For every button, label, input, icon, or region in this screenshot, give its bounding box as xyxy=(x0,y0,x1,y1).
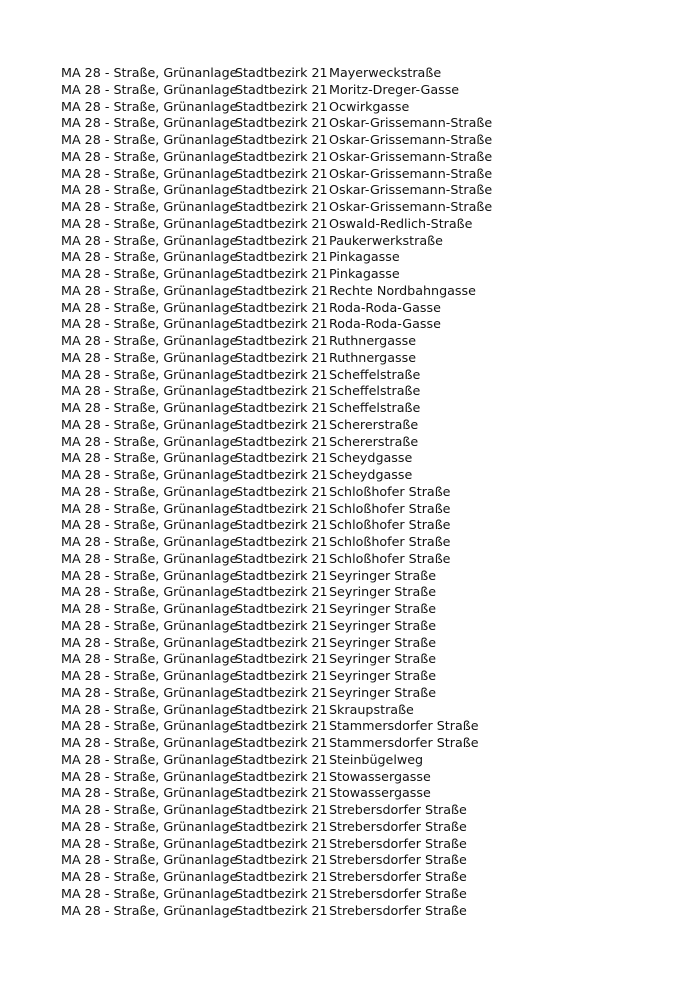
street-cell: Pinkagasse xyxy=(329,266,400,281)
department-cell: MA 28 - Straße, Grünanlage xyxy=(61,148,238,164)
district-cell: Stadtbezirk 21 xyxy=(235,634,328,650)
district-cell: Stadtbezirk 21 xyxy=(235,785,328,801)
department-cell: MA 28 - Straße, Grünanlage xyxy=(61,869,238,884)
table-row xyxy=(61,350,579,367)
district-cell: Stadtbezirk 21 xyxy=(235,349,328,365)
table-row xyxy=(61,484,579,501)
street-cell: Schererstraße xyxy=(329,416,419,432)
department-cell: MA 28 - Straße, Grünanlage xyxy=(61,668,238,683)
street-cell: Stammersdorfer Straße xyxy=(329,735,479,750)
street-cell: Ruthnergasse xyxy=(329,333,416,348)
street-cell: Oskar-Grissemann-Straße xyxy=(329,148,493,164)
department-cell: MA 28 - Straße, Grünanlage xyxy=(61,684,238,700)
district-cell: Stadtbezirk 21 xyxy=(235,751,328,767)
table-row xyxy=(61,568,579,585)
street-cell: Schloßhofer Straße xyxy=(329,483,451,499)
table-row xyxy=(61,199,579,216)
district-cell: Stadtbezirk 21 xyxy=(235,182,328,198)
department-cell: MA 28 - Straße, Grünanlage xyxy=(61,165,238,181)
department-cell: MA 28 - Straße, Grünanlage xyxy=(61,885,238,901)
table-row xyxy=(61,551,579,568)
district-cell: Stadtbezirk 21 xyxy=(235,550,328,566)
street-cell: Strebersdorfer Straße xyxy=(329,818,467,834)
district-cell: Stadtbezirk 21 xyxy=(235,115,328,131)
department-cell: MA 28 - Straße, Grünanlage xyxy=(61,802,238,817)
department-cell: MA 28 - Straße, Grünanlage xyxy=(61,567,238,583)
street-cell: Stowassergasse xyxy=(329,768,431,784)
department-cell: MA 28 - Straße, Grünanlage xyxy=(61,701,238,717)
district-cell: Stadtbezirk 21 xyxy=(235,366,328,382)
street-cell: Rechte Nordbahngasse xyxy=(329,282,476,298)
district-cell: Stadtbezirk 21 xyxy=(235,651,328,667)
table-row xyxy=(61,501,579,518)
department-cell: MA 28 - Straße, Grünanlage xyxy=(61,115,238,131)
street-cell: Seyringer Straße xyxy=(329,651,437,667)
district-cell: Stadtbezirk 21 xyxy=(235,215,328,231)
department-cell: MA 28 - Straße, Grünanlage xyxy=(61,785,238,801)
district-cell: Stadtbezirk 21 xyxy=(235,818,328,834)
department-cell: MA 28 - Straße, Grünanlage xyxy=(61,215,238,231)
department-cell: MA 28 - Straße, Grünanlage xyxy=(61,751,238,767)
table-row xyxy=(61,434,579,451)
district-cell: Stadtbezirk 21 xyxy=(235,668,328,683)
district-cell: Stadtbezirk 21 xyxy=(235,835,328,851)
district-cell: Stadtbezirk 21 xyxy=(235,517,328,533)
street-cell: Seyringer Straße xyxy=(329,684,437,700)
district-cell: Stadtbezirk 21 xyxy=(235,584,328,600)
street-cell: Roda-Roda-Gasse xyxy=(329,316,441,332)
street-cell: Scheydgasse xyxy=(329,450,413,466)
department-cell: MA 28 - Straße, Grünanlage xyxy=(61,383,238,399)
district-cell: Stadtbezirk 21 xyxy=(235,701,328,717)
table-row xyxy=(61,450,579,467)
table-row xyxy=(61,400,579,417)
street-cell: Strebersdorfer Straße xyxy=(329,835,467,851)
table-row xyxy=(61,467,579,484)
department-cell: MA 28 - Straße, Grünanlage xyxy=(61,835,238,851)
street-cell: Seyringer Straße xyxy=(329,584,437,600)
district-cell: Stadtbezirk 21 xyxy=(235,400,328,415)
street-cell: Steinbügelweg xyxy=(329,751,424,767)
table-row xyxy=(61,819,579,836)
department-cell: MA 28 - Straße, Grünanlage xyxy=(61,818,238,834)
department-cell: MA 28 - Straße, Grünanlage xyxy=(61,416,238,432)
district-cell: Stadtbezirk 21 xyxy=(235,768,328,784)
district-cell: Stadtbezirk 21 xyxy=(235,467,328,482)
table-row xyxy=(61,266,579,283)
street-cell: Scheydgasse xyxy=(329,467,413,482)
table-row xyxy=(61,517,579,534)
table-row xyxy=(61,869,579,886)
table-row xyxy=(61,233,579,250)
street-cell: Stammersdorfer Straße xyxy=(329,718,479,734)
street-cell: Scheffelstraße xyxy=(329,366,421,382)
district-cell: Stadtbezirk 21 xyxy=(235,316,328,332)
table-row xyxy=(61,702,579,719)
department-cell: MA 28 - Straße, Grünanlage xyxy=(61,902,238,918)
street-cell: Moritz-Dreger-Gasse xyxy=(329,81,460,97)
table-row xyxy=(61,132,579,149)
street-cell: Scheffelstraße xyxy=(329,400,421,415)
district-cell: Stadtbezirk 21 xyxy=(235,81,328,97)
district-cell: Stadtbezirk 21 xyxy=(235,852,328,868)
district-cell: Stadtbezirk 21 xyxy=(235,299,328,315)
department-cell: MA 28 - Straße, Grünanlage xyxy=(61,333,238,348)
street-cell: Ocwirkgasse xyxy=(329,98,410,114)
street-cell: Schloßhofer Straße xyxy=(329,517,451,533)
table-row xyxy=(61,383,579,400)
district-cell: Stadtbezirk 21 xyxy=(235,199,328,214)
district-cell: Stadtbezirk 21 xyxy=(235,165,328,181)
district-cell: Stadtbezirk 21 xyxy=(235,266,328,281)
department-cell: MA 28 - Straße, Grünanlage xyxy=(61,534,238,549)
table-row xyxy=(61,584,579,601)
street-cell: Mayerweckstraße xyxy=(329,65,442,80)
table-row xyxy=(61,718,579,735)
table-row xyxy=(61,685,579,702)
table-row xyxy=(61,601,579,618)
district-cell: Stadtbezirk 21 xyxy=(235,869,328,884)
department-cell: MA 28 - Straße, Grünanlage xyxy=(61,768,238,784)
department-cell: MA 28 - Straße, Grünanlage xyxy=(61,249,238,265)
table-row xyxy=(61,752,579,769)
department-cell: MA 28 - Straße, Grünanlage xyxy=(61,500,238,516)
table-row xyxy=(61,635,579,652)
district-cell: Stadtbezirk 21 xyxy=(235,885,328,901)
street-cell: Strebersdorfer Straße xyxy=(329,885,467,901)
department-cell: MA 28 - Straße, Grünanlage xyxy=(61,550,238,566)
street-cell: Seyringer Straße xyxy=(329,634,437,650)
street-cell: Seyringer Straße xyxy=(329,617,437,633)
table-row xyxy=(61,668,579,685)
table-row xyxy=(61,618,579,635)
street-cell: Skraupstraße xyxy=(329,701,414,717)
district-cell: Stadtbezirk 21 xyxy=(235,902,328,918)
district-cell: Stadtbezirk 21 xyxy=(235,416,328,432)
district-cell: Stadtbezirk 21 xyxy=(235,483,328,499)
department-cell: MA 28 - Straße, Grünanlage xyxy=(61,400,238,415)
street-cell: Schererstraße xyxy=(329,433,419,449)
district-cell: Stadtbezirk 21 xyxy=(235,333,328,348)
district-cell: Stadtbezirk 21 xyxy=(235,232,328,248)
street-cell: Schloßhofer Straße xyxy=(329,550,451,566)
street-cell: Oswald-Redlich-Straße xyxy=(329,215,473,231)
street-cell: Paukerwerkstraße xyxy=(329,232,443,248)
district-cell: Stadtbezirk 21 xyxy=(235,132,328,147)
department-cell: MA 28 - Straße, Grünanlage xyxy=(61,81,238,97)
table-row xyxy=(61,333,579,350)
department-cell: MA 28 - Straße, Grünanlage xyxy=(61,232,238,248)
street-cell: Schloßhofer Straße xyxy=(329,534,451,549)
department-cell: MA 28 - Straße, Grünanlage xyxy=(61,199,238,214)
street-cell: Oskar-Grissemann-Straße xyxy=(329,132,493,147)
street-cell: Oskar-Grissemann-Straße xyxy=(329,115,493,131)
table-row xyxy=(61,852,579,869)
table-row xyxy=(61,735,579,752)
district-cell: Stadtbezirk 21 xyxy=(235,684,328,700)
street-cell: Seyringer Straße xyxy=(329,668,437,683)
table-row xyxy=(61,65,579,82)
district-cell: Stadtbezirk 21 xyxy=(235,282,328,298)
street-cell: Strebersdorfer Straße xyxy=(329,852,467,868)
department-cell: MA 28 - Straße, Grünanlage xyxy=(61,718,238,734)
department-cell: MA 28 - Straße, Grünanlage xyxy=(61,349,238,365)
department-cell: MA 28 - Straße, Grünanlage xyxy=(61,852,238,868)
street-cell: Roda-Roda-Gasse xyxy=(329,299,441,315)
street-cell: Oskar-Grissemann-Straße xyxy=(329,182,493,198)
street-cell: Seyringer Straße xyxy=(329,567,437,583)
department-cell: MA 28 - Straße, Grünanlage xyxy=(61,467,238,482)
table-row xyxy=(61,836,579,853)
department-cell: MA 28 - Straße, Grünanlage xyxy=(61,517,238,533)
district-cell: Stadtbezirk 21 xyxy=(235,383,328,399)
department-cell: MA 28 - Straße, Grünanlage xyxy=(61,450,238,466)
district-cell: Stadtbezirk 21 xyxy=(235,433,328,449)
street-list-table xyxy=(61,65,579,919)
street-cell: Strebersdorfer Straße xyxy=(329,802,467,817)
table-row xyxy=(61,534,579,551)
table-row xyxy=(61,99,579,116)
district-cell: Stadtbezirk 21 xyxy=(235,601,328,616)
table-row xyxy=(61,769,579,786)
district-cell: Stadtbezirk 21 xyxy=(235,802,328,817)
department-cell: MA 28 - Straße, Grünanlage xyxy=(61,299,238,315)
department-cell: MA 28 - Straße, Grünanlage xyxy=(61,651,238,667)
department-cell: MA 28 - Straße, Grünanlage xyxy=(61,433,238,449)
street-cell: Oskar-Grissemann-Straße xyxy=(329,199,493,214)
street-cell: Oskar-Grissemann-Straße xyxy=(329,165,493,181)
district-cell: Stadtbezirk 21 xyxy=(235,534,328,549)
table-row xyxy=(61,886,579,903)
street-cell: Strebersdorfer Straße xyxy=(329,902,467,918)
department-cell: MA 28 - Straße, Grünanlage xyxy=(61,65,238,80)
table-row xyxy=(61,802,579,819)
department-cell: MA 28 - Straße, Grünanlage xyxy=(61,182,238,198)
district-cell: Stadtbezirk 21 xyxy=(235,718,328,734)
street-cell: Ruthnergasse xyxy=(329,349,416,365)
street-cell: Schloßhofer Straße xyxy=(329,500,451,516)
district-cell: Stadtbezirk 21 xyxy=(235,249,328,265)
table-row xyxy=(61,249,579,266)
street-cell: Strebersdorfer Straße xyxy=(329,869,467,884)
table-row xyxy=(61,785,579,802)
table-row xyxy=(61,316,579,333)
table-row xyxy=(61,283,579,300)
department-cell: MA 28 - Straße, Grünanlage xyxy=(61,601,238,616)
department-cell: MA 28 - Straße, Grünanlage xyxy=(61,282,238,298)
table-row xyxy=(61,903,579,920)
table-row xyxy=(61,115,579,132)
table-row xyxy=(61,367,579,384)
table-row xyxy=(61,149,579,166)
table-row xyxy=(61,651,579,668)
street-cell: Pinkagasse xyxy=(329,249,400,265)
table-row xyxy=(61,216,579,233)
district-cell: Stadtbezirk 21 xyxy=(235,617,328,633)
district-cell: Stadtbezirk 21 xyxy=(235,148,328,164)
table-row xyxy=(61,417,579,434)
district-cell: Stadtbezirk 21 xyxy=(235,98,328,114)
district-cell: Stadtbezirk 21 xyxy=(235,567,328,583)
department-cell: MA 28 - Straße, Grünanlage xyxy=(61,584,238,600)
table-row xyxy=(61,82,579,99)
department-cell: MA 28 - Straße, Grünanlage xyxy=(61,366,238,382)
department-cell: MA 28 - Straße, Grünanlage xyxy=(61,634,238,650)
department-cell: MA 28 - Straße, Grünanlage xyxy=(61,617,238,633)
department-cell: MA 28 - Straße, Grünanlage xyxy=(61,483,238,499)
table-row xyxy=(61,182,579,199)
street-cell: Scheffelstraße xyxy=(329,383,421,399)
table-row xyxy=(61,166,579,183)
department-cell: MA 28 - Straße, Grünanlage xyxy=(61,132,238,147)
district-cell: Stadtbezirk 21 xyxy=(235,500,328,516)
district-cell: Stadtbezirk 21 xyxy=(235,735,328,750)
department-cell: MA 28 - Straße, Grünanlage xyxy=(61,98,238,114)
district-cell: Stadtbezirk 21 xyxy=(235,450,328,466)
department-cell: MA 28 - Straße, Grünanlage xyxy=(61,266,238,281)
department-cell: MA 28 - Straße, Grünanlage xyxy=(61,316,238,332)
street-cell: Seyringer Straße xyxy=(329,601,437,616)
district-cell: Stadtbezirk 21 xyxy=(235,65,328,80)
department-cell: MA 28 - Straße, Grünanlage xyxy=(61,735,238,750)
street-cell: Stowassergasse xyxy=(329,785,431,801)
table-row xyxy=(61,300,579,317)
